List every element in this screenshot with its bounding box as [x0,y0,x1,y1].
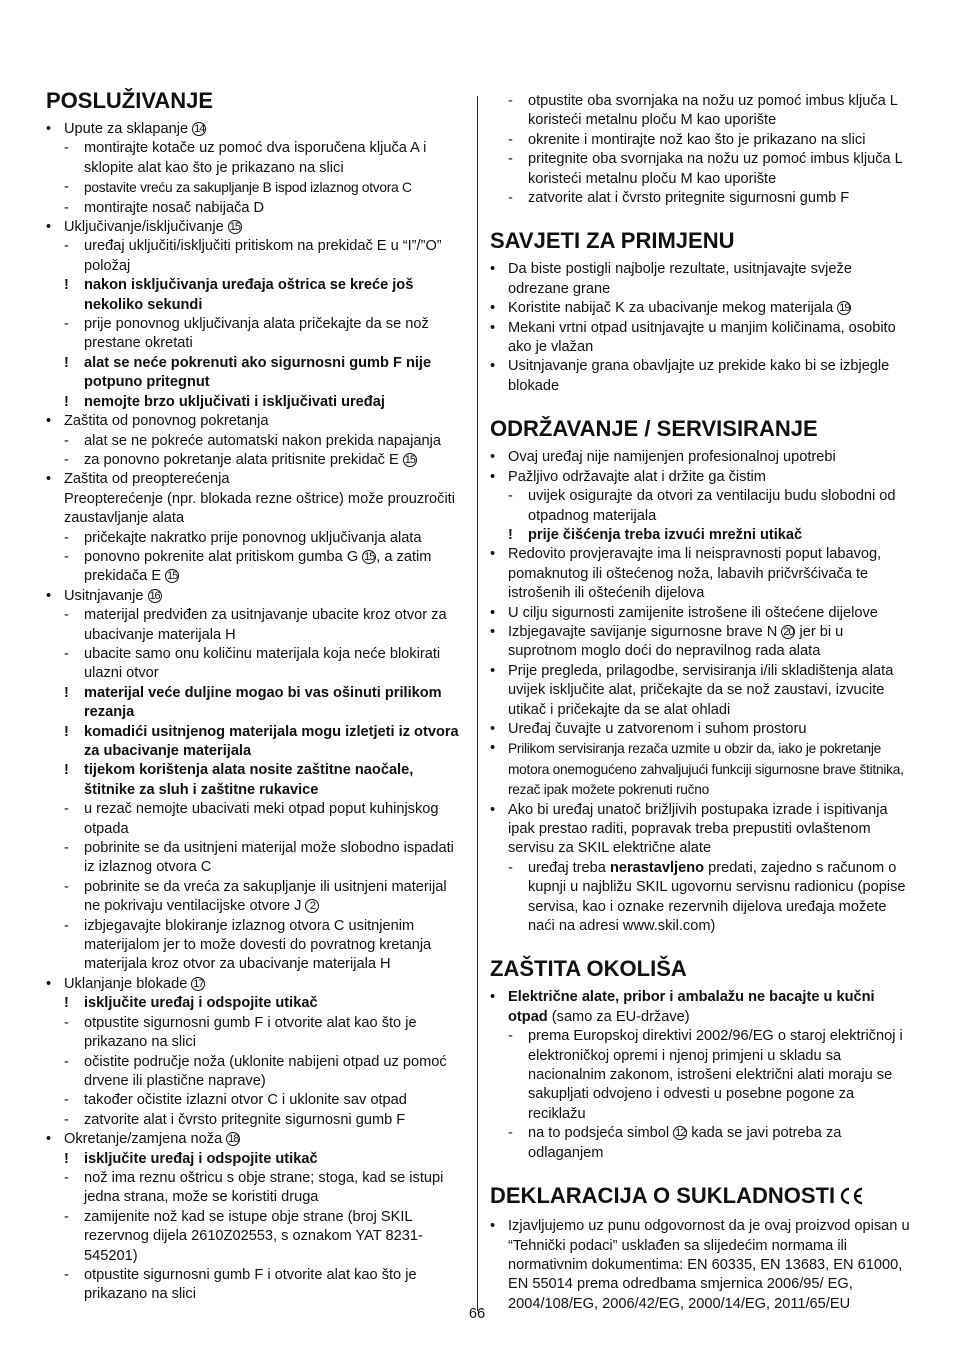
list-item [46,1053,466,1092]
figure-ref-icon: 15 [167,570,178,583]
list-item [490,604,910,623]
list-item [46,587,466,606]
list-item [46,451,466,470]
item-bold-text: nerastavljeno [609,859,705,876]
left-column [46,88,466,1305]
list-item [490,319,910,358]
list-item [490,662,910,720]
item-main-text: zatvorite alat i čvrsto pritegnite sigurnosni gumb F [528,190,850,207]
item-main-text: Zaštita od ponovnog pokretanja [64,413,269,430]
list-item [46,761,466,800]
ce-mark-icon [839,1185,865,1211]
list-item [490,801,910,859]
list-item [490,720,910,739]
item-main-text: zatvorite alat i čvrsto pritegnite sigurnosni gumb F [84,1111,406,1128]
dash-marker: - [64,840,69,857]
dash-marker: - [64,1014,69,1031]
item-main-text: uvijek osigurajte da otvori za ventilaciju budu slobodni od otpadnog materijala [528,488,896,524]
list-item [490,623,910,662]
item-main-text: Mekani vrtni otpad usitnjavajte u manjim količinama, osobito ako je vlažan [508,319,896,356]
item-main-text: Zaštita od preopterećenja [64,471,230,488]
item-text [64,219,242,235]
item-text [84,200,264,216]
item-text [508,546,881,601]
declaration-heading-text: DEKLARACIJA O SUKLADNOSTI [490,1183,836,1209]
item-main-text: isključite uređaj i odspojite utikač [84,995,318,1012]
section-heading-zastita-okolisa: ZAŠTITA OKOLIŠA [490,956,687,982]
item-main-text: očistite područje noža (uklonite nabijeni otpad uz pomoć drvene ili plastične naprave) [84,1053,447,1089]
list-item [46,878,466,917]
list-item [46,354,466,393]
item-text [528,190,849,206]
bullet-marker: • [490,662,496,679]
knife-continuation-list [490,92,910,208]
item-main-text: na to podsjeća simbol [528,1125,670,1142]
list-item [490,150,910,189]
item-text [528,1125,841,1160]
item-main-text: materijal veće duljine mogao bi vas ošinuti prilikom rezanja [84,684,442,721]
list-item [490,545,910,603]
list-item [46,917,466,975]
list-item [490,92,910,131]
bullet-marker: • [490,1218,496,1235]
figure-ref-icon: 16 [149,589,160,602]
item-main-text: alat se neće pokrenuti ako sigurnosni gumb F nije potpuno pritegnut [84,354,432,391]
item-main-text: pritegnite oba svornjaka na nožu uz pomoć imbus ključa L koristeći metalnu ploču M kao uporište [528,151,903,187]
list-item [490,739,910,800]
list-item [46,994,466,1013]
list-item [46,315,466,354]
item-text [84,801,439,836]
item-main-text: montirajte kotače uz pomoć dva isporučena ključa A i sklopite alat kao što je prikazano na slici [84,140,427,176]
list-item [46,645,466,684]
bullet-marker: • [46,413,52,430]
item-main-text: postavite vreću za sakupljanje B ispod izlaznog otvora C [84,180,412,196]
bullet-marker: • [490,989,496,1006]
item-main-text: okrenite i montirajte nož kao što je prikazano na slici [528,131,866,148]
dash-marker: - [64,917,69,934]
list-item [490,468,910,487]
item-main-text: U cilju sigurnosti zamijenite istrošene ili oštećene dijelove [508,604,878,621]
dash-marker: - [64,548,69,565]
dash-marker: - [64,140,69,157]
item-text [84,549,431,584]
bullet-marker: • [490,468,496,485]
item-after-text: predati, zajedno s računom o kupnji u najbližu SKIL ugovornu servisnu radionicu (popise servisa, kao i oznake rezervnih dijelova uređaja možete naći na adresi www.skil.com) [528,859,906,935]
item-main-text: Uređaj čuvajte u zatvorenom i suhom prostoru [508,720,807,737]
dash-marker: - [64,1266,69,1283]
list-item [46,684,466,723]
item-text [84,762,413,797]
list-item [46,975,466,994]
item-main-text: otpustite sigurnosni gumb F i otvorite alat kao što je prikazano na slici [84,1014,417,1051]
dash-marker: - [508,190,513,207]
item-main-text: Pažljivo održavajte alat i držite ga čistim [508,468,766,485]
item-text [84,724,459,759]
item-main-text: Okretanje/zamjena noža [64,1131,223,1148]
item-text [64,588,162,604]
list-item [46,800,466,839]
warning-marker: ! [64,762,69,779]
item-main-text: ubacite samo onu količinu materijala koja neće blokirati ulazni otvor [84,645,441,682]
item-text [508,721,807,737]
item-text [84,355,431,390]
item-main-text: alat se ne pokreće automatski nakon prekida napajanja [84,432,441,449]
section-heading-odrzavanje: ODRŽAVANJE / SERVISIRANJE [490,416,818,442]
operation-list [46,120,466,1305]
item-main-text: Uklanjanje blokade [64,975,188,992]
dash-marker: - [64,1053,69,1070]
bullet-marker: • [46,219,52,236]
item-main-text: uređaj treba [528,859,610,876]
bullet-marker: • [490,720,496,737]
figure-ref-icon: 15 [364,550,375,563]
item-main-text: pričekajte nakratko prije ponovnog uključivanja alata [84,529,422,546]
list-item [46,1014,466,1053]
item-text [508,802,888,857]
section-heading-posluzivanje: POSLUŽIVANJE [46,88,214,113]
list-item [46,1111,466,1130]
item-text [64,471,230,487]
item-text [64,491,455,526]
item-text [84,1151,318,1167]
item-main-text: Redovito provjeravajte ima li neispravnosti poput labavog, pomaknutog ili oštećenog noža, labavih pričvršćivača te istrošenih ili oštećenih dijelova [508,546,882,602]
item-text [84,316,429,351]
item-text [64,413,268,429]
dash-marker: - [64,199,69,216]
item-main-text: Prije pregleda, prilagodbe, servisiranja i/ili skladištenja alata uvijek isključite alat, pričekajte da se nož zaustavi, izvucite utikač i pričekajte da se alat ohladi [508,662,894,718]
item-main-text: u rezač nemojte ubacivati meki otpad poput kuhinjskog otpada [84,801,439,837]
item-main-text: otpustite oba svornjaka na nožu uz pomoć imbus ključa L koristeći metalnu ploču M kao uporište [528,93,898,129]
list-item [46,1169,466,1208]
dash-marker: - [64,801,69,818]
bullet-marker: • [490,319,496,336]
list-item [46,178,466,198]
list-item [46,839,466,878]
list-item [490,357,910,396]
item-text [84,1170,443,1205]
item-text [84,394,385,410]
item-main-text: Da biste postigli najbolje rezultate, usitnjavajte svježe odrezane grane [508,261,852,297]
item-main-text: nakon isključivanja uređaja oštrica se kreće još nekoliko sekundi [84,277,414,313]
item-main-text: nož ima reznu oštricu s obje strane; stoga, kad se istupi jedna strana, može se koristiti druga [84,1169,444,1206]
bullet-marker: • [490,546,496,563]
item-text [528,132,865,148]
item-main-text: montirajte nosač nabijača D [84,199,265,216]
item-after-text: jer bi u suprotnom moglo doći do nepravilnog rada alata [508,623,844,660]
list-item [46,1091,466,1110]
item-text [508,624,843,659]
figure-ref-icon: 20 [783,625,794,638]
item-main-text: Prilikom servisiranja rezača uzmite u obzir da, iako je pokretanje motora onemogućeno zahvaljujući funkciji sigurnosne brave štitnika, rezač ipak možete pokrenuti ručno [508,741,904,798]
item-main-text: tijekom korištenja alata nosite zaštitne naočale, štitnike za sluh i zaštitne rukavice [84,762,414,798]
item-main-text: Ako bi uređaj unatoč brižljivih postupaka izrade i ispitivanja ipak prestao raditi, popravak treba prepustiti ovlaštenom servisu za SKIL električne alate [508,801,888,857]
item-main-text: ponovno pokrenite alat pritiskom gumba G [84,548,359,565]
list-item [490,988,910,1027]
item-main-text: prema Europskoj direktivi 2002/96/EG o staroj električnoj i elektroničkoj opremi i njenoj primjeni u skladu sa nacionalnim zakonom, istrošeni električni alati moraju se sakupljati odvojeno i odvesti u posebne pogone za reciklažu [528,1028,903,1122]
item-main-text: Usitnjavanje [64,587,144,604]
dash-marker: - [508,151,513,168]
list-item [490,131,910,150]
list-item [46,548,466,587]
bullet-marker: • [46,471,52,488]
list-item [46,218,466,237]
warning-marker: ! [64,393,69,410]
environment-list [490,988,910,1163]
tips-list [490,260,910,396]
warning-marker: ! [64,684,69,701]
list-item [46,470,466,489]
bullet-marker: • [490,449,496,466]
item-text [84,685,442,720]
dash-marker: - [64,179,69,196]
item-text [84,277,413,312]
bullet-marker: • [490,740,496,757]
list-item [46,120,466,139]
item-text [84,995,318,1011]
figure-ref-icon: 15 [404,453,415,466]
dash-marker: - [508,859,513,876]
list-item [46,1208,466,1266]
list-item [490,526,910,545]
item-text [528,1028,903,1122]
warning-marker: ! [508,526,513,543]
figure-ref-icon: 18 [228,1133,239,1146]
dash-marker: - [508,93,513,109]
dash-marker: - [64,1208,69,1225]
warning-marker: ! [64,354,69,371]
bullet-marker: • [490,801,496,818]
bullet-marker: • [46,1131,52,1148]
item-main-text: otpustite sigurnosni gumb F i otvorite alat kao što je prikazano na slici [84,1266,417,1303]
item-text [528,488,896,523]
list-item [490,1217,910,1314]
item-main-text: Električne alate, pribor i ambalažu ne bacajte u kučni otpad [508,989,875,1025]
item-text [508,663,893,718]
item-text [508,261,852,296]
item-main-text: materijal predviđen za usitnjavanje ubacite kroz otvor za ubacivanje materijala H [84,607,447,643]
list-item [46,723,466,762]
bullet-marker: • [46,975,52,992]
item-text [84,1112,405,1128]
list-item [46,1130,466,1149]
item-text [528,527,802,543]
item-main-text: nemojte brzo uključivati i isključivati uređaj [84,393,385,410]
item-text [508,469,766,485]
list-item [490,299,910,318]
list-item [46,139,466,178]
item-text [84,1015,417,1050]
item-main-text: prije ponovnog uključivanja alata pričekajte da se nož prestane okretati [84,316,429,352]
list-item [490,1124,910,1163]
item-text [84,646,440,681]
item-main-text: Preopterećenje (npr. blokada rezne oštrice) može prouzročiti zaustavljanje alata [64,490,455,527]
item-main-text: komadići usitnjenog materijala mogu izletjeti iz otvora za ubacivanje materijala [84,723,459,759]
figure-ref-icon: 12 [675,1127,686,1140]
right-column [490,92,910,1314]
column-divider [477,96,478,1311]
list-item [46,1266,466,1305]
list-item [490,1027,910,1124]
item-after-text: , a zatim prekidača E [84,548,432,585]
bullet-marker: • [46,587,52,604]
bullet-marker: • [490,604,496,621]
item-main-text: pobrinite se da vreća za sakupljanje ili usitnjeni materijal ne pokrivaju ventilacijske otvore J [84,878,447,915]
item-text [84,1054,447,1089]
item-text [84,607,447,642]
item-text [528,93,897,128]
dash-marker: - [64,451,69,468]
item-text [508,358,889,393]
dash-marker: - [508,131,513,148]
item-main-text: Ovaj uređaj nije namijenjen profesionalnoj upotrebi [508,449,836,466]
item-main-text: Izbjegavajte savijanje sigurnosne brave N [508,623,778,640]
item-after-text: (samo za EU-države) [547,1008,690,1025]
item-text [84,530,421,546]
item-text [84,879,447,914]
item-main-text: Izjavljujemo uz punu odgovornost da je ovaj proizvod opisan u “Tehnički podaci” usklađen sa slijedećim normama ili normativnim dokumentima: EN 60335, EN 13683, EN 61000, EN 55014 prema odredbama smjernica 2006/95/ EG, 2004/108/EG, 2006/42/EG, 2000/14/EG, 2011/65/EU [508,1218,910,1312]
item-text [84,918,431,973]
dash-marker: - [64,878,69,895]
bullet-marker: • [490,300,496,317]
item-text [508,741,904,797]
paragraph [46,490,466,529]
dash-marker: - [64,316,69,333]
dash-marker: - [64,238,69,255]
item-text [64,1131,240,1147]
item-main-text: Koristite nabijač K za ubacivanje mekog materijala [508,300,834,317]
item-main-text: uređaj uključiti/isključiti pritiskom na prekidač E u “I”/”O” položaj [84,238,442,274]
item-text [84,840,454,875]
list-item [490,487,910,526]
item-text [508,1218,910,1312]
declaration-list [490,1217,910,1314]
list-item [46,199,466,218]
list-item [490,189,910,208]
dash-marker: - [64,607,69,624]
bullet-marker: • [490,261,496,278]
item-text [528,151,902,186]
item-text [508,989,875,1024]
bullet-marker: • [490,623,496,640]
list-item [46,237,466,276]
dash-marker: - [64,1111,69,1128]
section-heading-savjeti: SAVJETI ZA PRIMJENU [490,228,735,254]
item-text [84,1267,417,1302]
item-text [508,449,836,465]
item-text [508,605,878,621]
list-item [46,412,466,431]
figure-ref-icon: 19 [839,302,850,315]
page-number: 66 [468,1306,486,1322]
item-main-text: pobrinite se da usitnjeni materijal može slobodno ispadati iz izlaznog otvora C [84,840,454,876]
list-item [490,859,910,937]
warning-marker: ! [64,1150,69,1167]
item-after-text: kada se javi potreba za odlaganjem [528,1125,842,1161]
item-text [64,121,206,137]
dash-marker: - [64,1169,69,1186]
list-item [46,529,466,548]
dash-marker: - [64,645,69,662]
dash-marker: - [64,432,69,449]
item-main-text: prije čišćenja treba izvući mrežni utikač [528,526,803,543]
item-main-text: Upute za sklapanje [64,121,189,137]
warning-marker: ! [64,277,69,294]
figure-ref-icon: 17 [193,977,204,990]
item-main-text: za ponovno pokretanje alata pritisnite prekidač E [84,451,399,468]
dash-marker: - [508,1028,513,1045]
list-item [490,260,910,299]
list-item [46,606,466,645]
item-text [508,300,851,316]
item-main-text: isključite uređaj i odspojite utikač [84,1150,318,1167]
section-heading-deklaracija [490,1183,910,1211]
item-text [84,1209,423,1264]
bullet-marker: • [490,358,496,375]
item-main-text: zamijenite nož kad se istupe obje strane (broj SKIL rezervnog dijela 2610Z02553, s oznakom YAT 8231-545201) [84,1208,423,1264]
item-main-text: izbjegavajte blokiranje izlaznog otvora C usitnjenim materijalom jer to može dovesti do povratnog kretanja materijala kroz otvor za ubacivanje materijala H [84,917,432,973]
list-item [490,448,910,467]
figure-ref-icon: 15 [229,221,240,234]
item-main-text: Uključivanje/isključivanje [64,219,224,236]
item-main-text: Usitnjavanje grana obavljajte uz prekide kako bi se izbjegle blokade [508,358,890,394]
item-text [528,860,906,934]
dash-marker: - [64,529,69,546]
item-text [84,433,441,449]
item-main-text: također očistite izlazni otvor C i uklonite sav otpad [84,1092,407,1109]
dash-marker: - [508,488,513,505]
item-text [84,140,426,175]
list-item [46,432,466,451]
item-text [84,1092,407,1108]
dash-marker: - [64,1092,69,1109]
item-text [508,320,896,355]
dash-marker: - [508,1125,513,1142]
list-item [46,1150,466,1169]
figure-ref-icon: 14 [194,123,205,135]
maintenance-list [490,448,910,936]
warning-marker: ! [64,723,69,740]
item-text [84,452,417,468]
list-item [46,276,466,315]
bullet-marker: • [46,121,52,137]
list-item [46,393,466,412]
item-text [64,976,205,992]
figure-ref-icon: 2 [305,899,319,913]
warning-marker: ! [64,995,69,1012]
item-text [84,180,412,195]
item-text [84,238,442,273]
